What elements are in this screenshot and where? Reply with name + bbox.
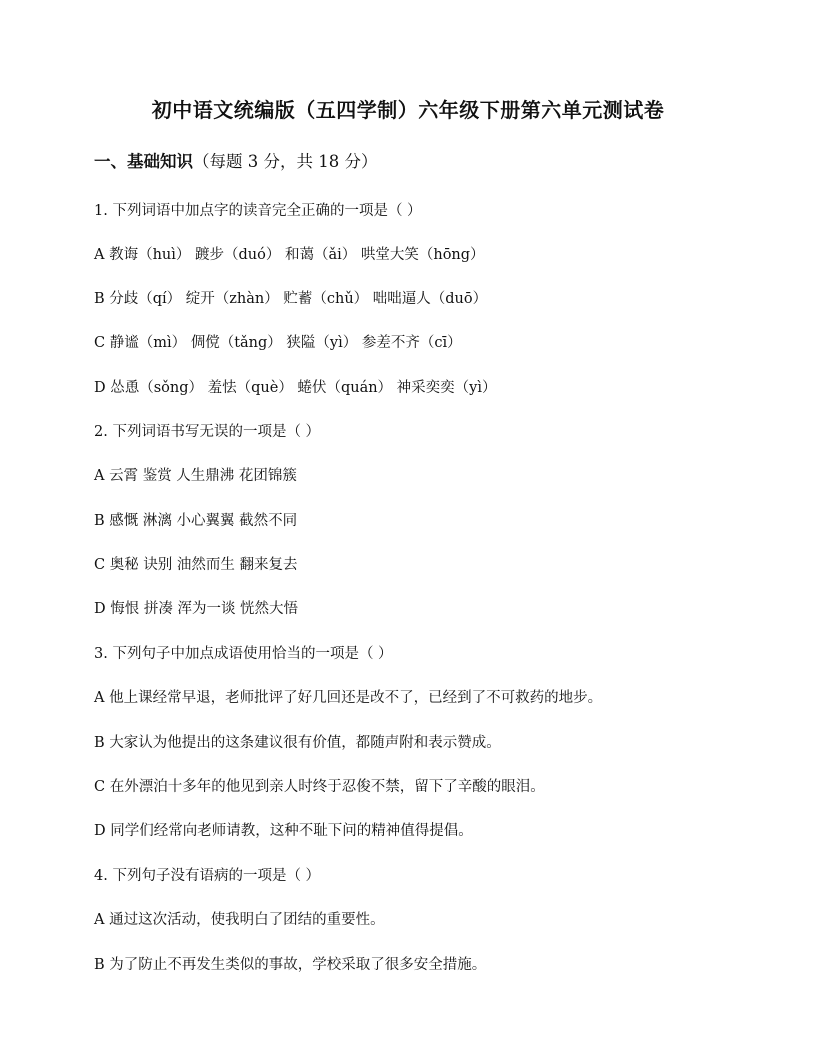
section-score-note: （每题 3 分，共 18 分） — [193, 152, 378, 171]
question-3-option-c: C 在外漂泊十多年的他见到亲人时终于忍俊不禁，留下了辛酸的眼泪。 — [94, 779, 545, 795]
question-2: 2. 下列词语书写无误的一项是（ ） — [94, 424, 321, 440]
question-3-option-b: B 大家认为他提出的这条建议很有价值，都随声附和表示赞成。 — [94, 735, 501, 751]
question-1: 1. 下列词语中加点字的读音完全正确的一项是（ ） — [94, 203, 422, 219]
question-1-option-c: C 静谧（mì） 倜傥（tǎng） 狭隘（yì） 参差不齐（cī） — [94, 335, 462, 351]
question-3-option-a: A 他上课经常早退，老师批评了好几回还是改不了，已经到了不可救药的地步。 — [94, 690, 603, 706]
question-1-option-b: B 分歧（qí） 绽开（zhàn） 贮蓄（chǔ） 咄咄逼人（duō） — [94, 291, 488, 307]
question-2-option-b: B 感慨 淋漓 小心翼翼 截然不同 — [94, 513, 298, 529]
question-2-option-a: A 云霄 鉴赏 人生鼎沸 花团锦簇 — [94, 468, 297, 484]
question-3: 3. 下列句子中加点成语使用恰当的一项是（ ） — [94, 646, 393, 662]
section-heading — [94, 150, 377, 174]
question-2-option-d: D 悔恨 拼凑 浑为一谈 恍然大悟 — [94, 601, 299, 617]
question-4: 4. 下列句子没有语病的一项是（ ） — [94, 868, 321, 884]
page-title: 初中语文统编版（五四学制）六年级下册第六单元测试卷 — [151, 98, 665, 122]
question-1-option-d: D 怂恿（sǒng） 羞怯（què） 蜷伏（quán） 神采奕奕（yì） — [94, 380, 497, 396]
question-1-option-a: A 教诲（huì） 踱步（duó） 和蔼（ǎi） 哄堂大笑（hōng） — [94, 247, 485, 263]
question-4-option-a: A 通过这次活动，使我明白了团结的重要性。 — [94, 912, 385, 928]
question-2-option-c: C 奥秘 诀别 油然而生 翻来复去 — [94, 557, 298, 573]
question-4-option-b: B 为了防止不再发生类似的事故，学校采取了很多安全措施。 — [94, 957, 487, 973]
question-3-option-d: D 同学们经常向老师请教，这种不耻下问的精神值得提倡。 — [94, 823, 473, 839]
section-title: 一、基础知识 — [94, 152, 193, 171]
